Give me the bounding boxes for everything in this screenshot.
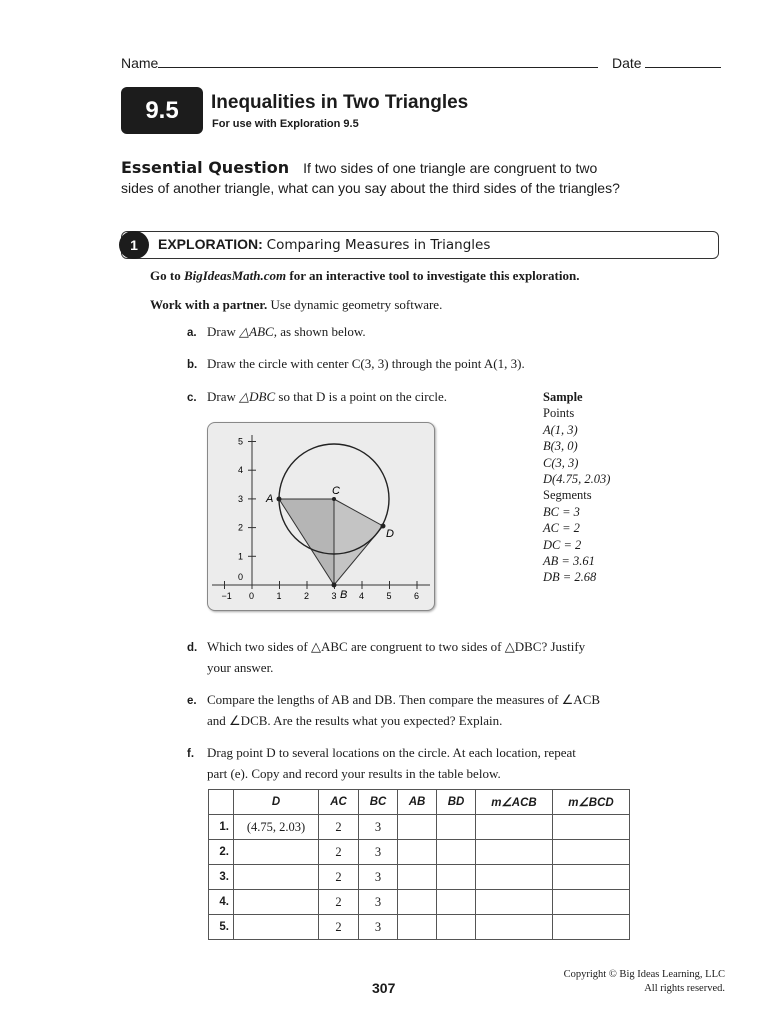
intro-partner <box>150 297 442 313</box>
table-cell: 3 <box>359 915 398 940</box>
essential-question-text: If two sides of one triangle are congruent to two sides of another triangle, what can you say about the third sides of the triangles? <box>121 160 620 196</box>
table-header: D <box>234 790 319 815</box>
table-header-row <box>209 790 630 815</box>
copyright-line2: All rights reserved. <box>644 983 725 994</box>
step-a <box>187 324 366 340</box>
date-blank[interactable] <box>645 67 721 68</box>
step-e <box>187 690 600 731</box>
label-a: A <box>266 493 274 505</box>
step-c-label: c. <box>187 392 197 404</box>
table-cell[interactable] <box>398 865 437 890</box>
table-cell: (4.75, 2.03) <box>234 815 319 840</box>
table-row <box>209 890 630 915</box>
point-c[interactable] <box>332 497 336 501</box>
step-b-label: b. <box>187 359 198 371</box>
table-cell[interactable] <box>476 890 553 915</box>
row-number: 2. <box>209 840 234 865</box>
step-c-post: so that D is a point on the circle. <box>278 389 447 404</box>
row-number: 3. <box>209 865 234 890</box>
table-header <box>209 790 234 815</box>
step-b-text: Draw the circle with center C(3, 3) through the point A(1, 3). <box>207 356 525 371</box>
point-b[interactable] <box>332 583 337 588</box>
label-c: C <box>332 485 340 497</box>
table-cell: 2 <box>319 915 359 940</box>
section-number-badge: 9.5 <box>121 87 203 134</box>
point-a[interactable] <box>277 497 282 502</box>
step-c-triangle: △DBC <box>239 389 276 404</box>
table-cell[interactable] <box>553 890 630 915</box>
triangle-abc <box>279 499 334 585</box>
x-tick-label: 5 <box>386 591 392 601</box>
table-header: AC <box>319 790 359 815</box>
sample-heading: Sample <box>543 390 583 404</box>
name-blank[interactable] <box>158 67 598 68</box>
table-cell[interactable] <box>437 865 476 890</box>
sample-segment: DB = 2.68 <box>543 570 597 585</box>
table-cell[interactable] <box>553 815 630 840</box>
page-number: 307 <box>372 980 396 996</box>
y-ticks <box>238 437 256 583</box>
table-header: m∠BCD <box>553 790 630 815</box>
x-tick-label: 3 <box>331 591 337 601</box>
step-c-pre: Draw <box>207 389 236 404</box>
y-tick-label: 0 <box>238 572 244 582</box>
exploration-heading <box>158 236 490 253</box>
point-d[interactable] <box>381 524 386 529</box>
step-e-line1: Compare the lengths of AB and DB. Then compare the measures of ∠ACB <box>207 692 601 707</box>
step-e-label: e. <box>187 695 197 707</box>
table-cell[interactable] <box>476 915 553 940</box>
step-a-triangle: △ABC, <box>239 324 277 339</box>
table-cell[interactable] <box>437 815 476 840</box>
x-tick-label: 2 <box>304 591 310 601</box>
sample-segments-label: Segments <box>543 488 592 503</box>
row-number: 5. <box>209 915 234 940</box>
table-cell[interactable] <box>234 840 319 865</box>
table-cell[interactable] <box>476 865 553 890</box>
step-a-pre: Draw <box>207 324 236 339</box>
step-d <box>187 637 585 678</box>
table-cell: 3 <box>359 815 398 840</box>
y-tick-label: 3 <box>238 493 244 504</box>
step-f-line2: part (e). Copy and record your results in the table below. <box>207 766 501 781</box>
step-e-line2: and ∠DCB. Are the results what you expected? Explain. <box>207 713 503 728</box>
exploration-label: EXPLORATION: <box>158 236 263 252</box>
site-link[interactable]: BigIdeasMath.com <box>183 268 287 283</box>
sample-point: B(3, 0) <box>543 439 578 454</box>
table-row <box>209 815 630 840</box>
sample-segment: DC = 2 <box>543 537 582 552</box>
essential-question-label: Essential Question <box>121 158 290 177</box>
triangle-dbc <box>334 499 383 585</box>
step-d-line2: your answer. <box>207 660 274 675</box>
table-cell[interactable] <box>553 915 630 940</box>
step-f <box>187 743 576 784</box>
y-tick-label: 1 <box>238 551 244 562</box>
table-cell[interactable] <box>398 815 437 840</box>
sample-segment: BC = 3 <box>543 504 580 519</box>
y-tick-label: 5 <box>238 436 244 447</box>
copyright-line1: Copyright © Big Ideas Learning, LLC <box>563 969 725 980</box>
table-cell[interactable] <box>437 840 476 865</box>
sample-point: A(1, 3) <box>543 422 578 437</box>
x-tick-label: −1 <box>221 591 232 601</box>
sample-point: D(4.75, 2.03) <box>543 472 611 487</box>
table-cell: 2 <box>319 890 359 915</box>
table-cell[interactable] <box>234 915 319 940</box>
graph-svg <box>208 423 434 610</box>
table-cell[interactable] <box>476 840 553 865</box>
table-header: BD <box>437 790 476 815</box>
step-c <box>187 389 447 405</box>
x-tick-label: 6 <box>414 591 420 601</box>
label-b: B <box>340 589 348 601</box>
date-field[interactable] <box>612 55 721 71</box>
exploration-number-badge: 1 <box>119 231 149 259</box>
x-tick-label: 1 <box>276 591 282 601</box>
table-header: m∠ACB <box>476 790 553 815</box>
name-field[interactable] <box>121 55 598 71</box>
table-row <box>209 865 630 890</box>
x-tick-label: 4 <box>359 591 365 601</box>
table-cell[interactable] <box>553 840 630 865</box>
name-label: Name <box>121 55 159 71</box>
y-tick-label: 4 <box>238 465 244 476</box>
table-cell[interactable] <box>476 815 553 840</box>
row-number: 4. <box>209 890 234 915</box>
x-tick-label: 0 <box>249 591 255 601</box>
table-cell[interactable] <box>437 890 476 915</box>
table-cell[interactable] <box>234 865 319 890</box>
sample-segment: AB = 3.61 <box>543 554 595 569</box>
table-cell[interactable] <box>234 890 319 915</box>
table-cell: 2 <box>319 865 359 890</box>
table-header: BC <box>359 790 398 815</box>
copyright <box>540 968 725 996</box>
row-number: 1. <box>209 815 234 840</box>
label-d: D <box>386 528 394 540</box>
table-row <box>209 915 630 940</box>
table-cell[interactable] <box>398 915 437 940</box>
table-cell: 2 <box>319 815 359 840</box>
table-cell: 3 <box>359 865 398 890</box>
partner-bold: Work with a partner. <box>150 297 268 312</box>
table-cell: 3 <box>359 840 398 865</box>
go-to-prefix: Go to <box>150 268 181 283</box>
results-table <box>208 789 630 940</box>
x-ticks <box>222 581 420 601</box>
essential-question <box>121 158 631 198</box>
step-b <box>187 356 525 372</box>
sample-panel <box>543 389 610 586</box>
step-d-line1: Which two sides of △ABC are congruent to two sides of △DBC? Justify <box>207 639 586 654</box>
step-d-label: d. <box>187 642 198 654</box>
sample-points-label: Points <box>543 406 575 421</box>
step-a-post: as shown below. <box>280 324 366 339</box>
sample-point: C(3, 3) <box>543 455 579 470</box>
step-f-label: f. <box>187 748 195 760</box>
partner-text: Use dynamic geometry software. <box>270 297 443 312</box>
section-subtitle: For use with Exploration 9.5 <box>212 118 359 130</box>
step-f-line1: Drag point D to several locations on the circle. At each location, repeat <box>207 745 576 760</box>
exploration-title: Comparing Measures in Triangles <box>266 237 491 253</box>
date-label: Date <box>612 55 642 71</box>
table-cell[interactable] <box>398 840 437 865</box>
step-a-label: a. <box>187 327 197 339</box>
table-cell[interactable] <box>398 890 437 915</box>
table-cell: 3 <box>359 890 398 915</box>
geometry-graph[interactable] <box>207 422 435 611</box>
sample-segment: AC = 2 <box>543 521 580 536</box>
table-row <box>209 840 630 865</box>
go-to-suffix: for an interactive tool to investigate this exploration. <box>289 268 580 283</box>
section-title: Inequalities in Two Triangles <box>211 92 469 113</box>
table-cell[interactable] <box>437 915 476 940</box>
table-cell[interactable] <box>553 865 630 890</box>
table-cell: 2 <box>319 840 359 865</box>
table-header: AB <box>398 790 437 815</box>
y-tick-label: 2 <box>238 522 244 533</box>
intro-go-to <box>150 268 579 284</box>
